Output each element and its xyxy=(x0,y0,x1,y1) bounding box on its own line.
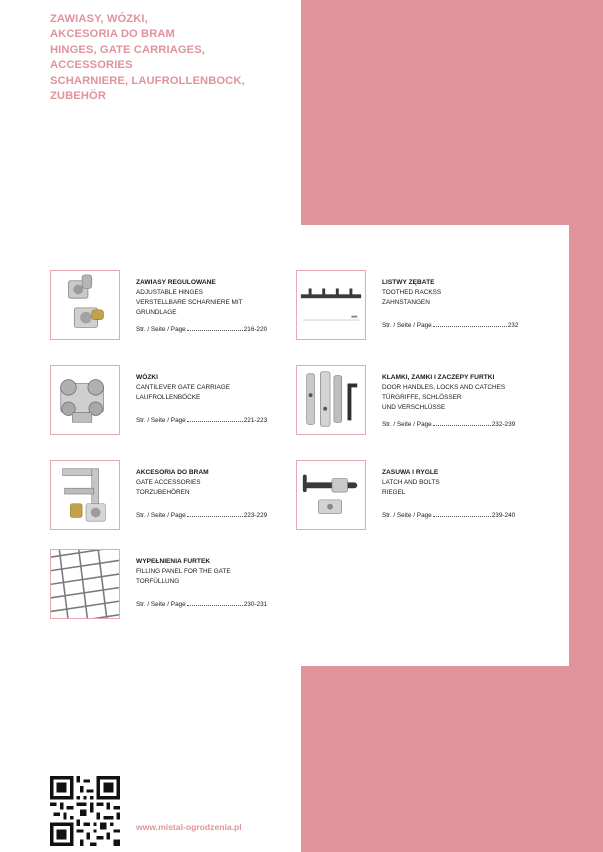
dot-leader xyxy=(433,516,491,517)
page-range: 221-223 xyxy=(243,417,268,424)
title-line: AKCESORIA DO BRAM xyxy=(50,28,175,41)
category-subtitle: TORFÜLLUNG xyxy=(136,578,180,585)
category-title: WYPEŁNIENIA FURTEK xyxy=(136,558,211,565)
page-range: 232 xyxy=(507,322,519,329)
category-subtitle: ADJUSTABLE HINGES xyxy=(136,289,203,296)
category-subtitle: TOOTHED RACKSS xyxy=(382,289,442,296)
adjustable-hinge-image xyxy=(50,270,120,340)
title-line: HINGES, GATE CARRIAGES, xyxy=(50,43,206,56)
category-title: KLAMKI, ZAMKI I ZACZEPY FURTKI xyxy=(382,374,495,381)
category-subtitle: DOOR HANDLES, LOCKS AND CATCHES xyxy=(382,384,506,391)
dot-leader xyxy=(187,421,243,422)
page-label: Str. / Seite / Page xyxy=(136,326,186,333)
dot-leader xyxy=(187,516,243,517)
category-title: WÓZKI xyxy=(136,374,158,381)
gate-accessories-image xyxy=(50,460,120,530)
title-line: SCHARNIERE, LAUFROLLENBOCK, xyxy=(50,74,245,87)
title-line: ACCESSORIES xyxy=(50,59,133,72)
page-label: Str. / Seite / Page xyxy=(382,421,432,428)
category-title: ZAWIASY REGULOWANE xyxy=(136,279,216,286)
pink-block-bottom xyxy=(301,666,603,852)
page-label: Str. / Seite / Page xyxy=(382,512,432,519)
dot-leader xyxy=(433,425,491,426)
page-reference xyxy=(136,512,267,519)
category-subtitle: TÜRGRIFFE, SCHLÖSSER xyxy=(382,394,462,401)
website-link[interactable]: www.mistal-ogrodzenia.pl xyxy=(136,822,242,832)
category-title: AKCESORIA DO BRAM xyxy=(136,469,209,476)
title-line: ZAWIASY, WÓZKI, xyxy=(50,13,148,25)
category-subtitle: ZAHNSTANGEN xyxy=(382,299,430,306)
section-title xyxy=(50,12,290,104)
category-title: LISTWY ZĘBATE xyxy=(382,279,435,286)
page-label: Str. / Seite / Page xyxy=(136,417,186,424)
category-subtitle: LATCH AND BOLTS xyxy=(382,479,440,486)
dot-leader xyxy=(187,330,243,331)
page-reference xyxy=(136,326,267,333)
category-subtitle: RIEGEL xyxy=(382,489,406,496)
category-subtitle: UND VERSCHLÜSSE xyxy=(382,404,446,411)
page-range: 223-229 xyxy=(243,512,268,519)
pink-block-right xyxy=(569,225,603,666)
page-reference xyxy=(382,421,515,428)
title-line: ZUBEHÖR xyxy=(50,90,107,103)
door-handles-image xyxy=(296,365,366,435)
category-subtitle: TORZUBEHÖREN xyxy=(136,489,190,496)
page-reference xyxy=(382,322,518,329)
dot-leader xyxy=(187,605,243,606)
pink-block-top xyxy=(301,0,603,225)
gate-carriage-image xyxy=(50,365,120,435)
page-label: Str. / Seite / Page xyxy=(382,322,432,329)
dot-leader xyxy=(433,326,507,327)
latch-bolt-image xyxy=(296,460,366,530)
page-range: 230-231 xyxy=(243,601,268,608)
toothed-rack-image xyxy=(296,270,366,340)
page-label: Str. / Seite / Page xyxy=(136,601,186,608)
category-subtitle: CANTILEVER GATE CARRIAGE xyxy=(136,384,230,391)
page-range: 239-240 xyxy=(491,512,516,519)
page-reference xyxy=(382,512,515,519)
category-title: ZASUWA I RYGLE xyxy=(382,469,439,476)
category-subtitle: LAUFROLLENBÖCKE xyxy=(136,394,201,401)
page-range: 216-220 xyxy=(243,326,268,333)
page-reference xyxy=(136,417,267,424)
category-subtitle: GRUNDLAGE xyxy=(136,309,177,316)
category-subtitle: FILLING PANEL FOR THE GATE xyxy=(136,568,231,575)
category-subtitle: VERSTELLBARE SCHARNIERE MIT xyxy=(136,299,243,306)
category-subtitle: GATE ACCESSORIES xyxy=(136,479,201,486)
filling-panel-image xyxy=(50,549,120,619)
page-range: 232-239 xyxy=(491,421,516,428)
page-label: Str. / Seite / Page xyxy=(136,512,186,519)
page-reference xyxy=(136,601,267,608)
qr-code-icon[interactable] xyxy=(50,776,120,846)
